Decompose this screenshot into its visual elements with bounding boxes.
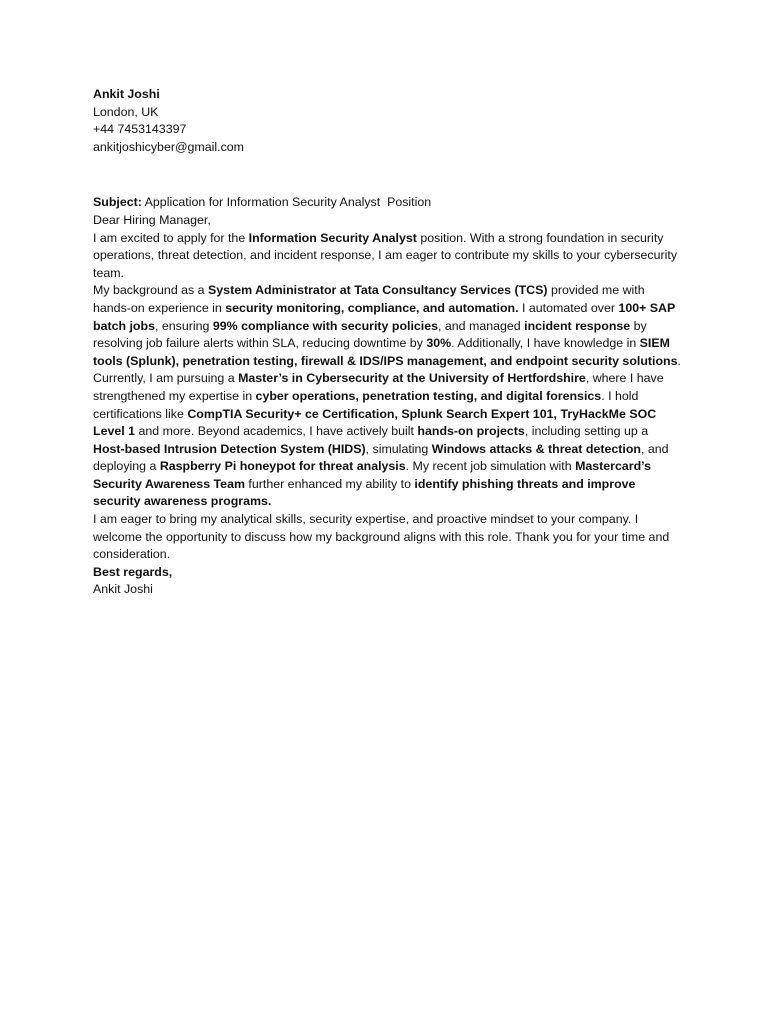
text-run: . Additionally, I have knowledge in bbox=[451, 336, 640, 351]
text-run: , simulating bbox=[365, 441, 432, 456]
bold-text-run: Raspberry Pi honeypot for threat analysis bbox=[159, 459, 406, 474]
paragraph-intro bbox=[93, 230, 683, 283]
bold-text-run: hands-on projects bbox=[417, 424, 525, 439]
text-run: . My recent job simulation with bbox=[405, 459, 576, 474]
bold-text-run: Information Security Analyst bbox=[248, 230, 421, 245]
text-run: . I hold certifications like bbox=[93, 388, 639, 421]
text-run: Currently, I am pursuing a bbox=[93, 371, 239, 386]
text-run: position. With a strong foundation in security operations, threat detection, and incident response, I am eager to contribute my skills to your cybersecurity team. bbox=[93, 230, 678, 280]
subject-line bbox=[93, 194, 683, 212]
text-run: , and deploying a bbox=[93, 441, 669, 474]
text-run: by resolving job failure alerts within SLA, reducing downtime by bbox=[93, 318, 647, 351]
sender-location: London, UK bbox=[93, 104, 159, 119]
bold-text-run: 30% bbox=[426, 336, 452, 351]
text-run: , including setting up a bbox=[524, 424, 649, 439]
sender-name: Ankit Joshi bbox=[93, 87, 160, 101]
closing-regards: Best regards, bbox=[93, 564, 173, 579]
bold-text-run: Windows attacks & threat detection bbox=[431, 441, 641, 456]
bold-text-run: cyber operations, penetration testing, and digital forensics bbox=[255, 388, 602, 403]
cover-letter-page bbox=[93, 86, 683, 599]
closing-signature: Ankit Joshi bbox=[93, 582, 153, 597]
paragraph-background bbox=[93, 282, 683, 370]
text-run: . bbox=[677, 353, 681, 368]
bold-text-run: Mastercard’s Security Awareness Team bbox=[93, 459, 652, 491]
sender-email: ankitjoshicyber@gmail.com bbox=[93, 139, 244, 154]
sender-contact-block bbox=[93, 86, 683, 156]
sender-phone: +44 7453143397 bbox=[93, 122, 187, 137]
text-run: , and managed bbox=[438, 318, 525, 333]
subject-label: Subject: bbox=[93, 195, 142, 210]
text-run: I automated over bbox=[518, 300, 619, 315]
closing-block bbox=[93, 564, 683, 599]
bold-text-run: Master’s in Cybersecurity at the University of Hertfordshire bbox=[238, 371, 586, 386]
text-run: I am excited to apply for the bbox=[93, 230, 249, 245]
text-run: , ensuring bbox=[154, 318, 213, 333]
paragraph-education bbox=[93, 370, 683, 511]
bold-text-run: 99% compliance with security policies bbox=[212, 318, 439, 333]
text-run: , where I have strengthened my expertise in bbox=[93, 371, 664, 403]
bold-text-run: System Administrator at Tata Consultancy Services (TCS) bbox=[208, 283, 548, 298]
text-run: provided me with hands-on experience in bbox=[93, 283, 645, 315]
bold-text-run: 100+ SAP batch jobs bbox=[93, 300, 676, 333]
bold-text-run: identify phishing threats and improve security awareness programs. bbox=[93, 476, 636, 509]
text-run: further enhanced my ability to bbox=[244, 476, 415, 491]
subject-text: Application for Information Security Analyst Position bbox=[141, 195, 432, 210]
text-run: My background as a bbox=[93, 283, 209, 298]
paragraph-conclusion bbox=[93, 511, 683, 564]
salutation: Dear Hiring Manager, bbox=[93, 212, 211, 227]
bold-text-run: security monitoring, compliance, and automation. bbox=[225, 300, 519, 315]
bold-text-run: SIEM tools (Splunk), penetration testing, firewall & IDS/IPS management, and endpoint security solutions bbox=[93, 336, 678, 368]
text-run: I am eager to bring my analytical skills, security expertise, and proactive mindset to your company. I welcome the opportunity to discuss how my background aligns with this role. Thank you for your time and consideration. bbox=[93, 512, 670, 562]
bold-text-run: incident response bbox=[524, 318, 631, 333]
bold-text-run: Host-based Intrusion Detection System (HIDS) bbox=[93, 441, 366, 456]
bold-text-run: CompTIA Security+ ce Certification, Splunk Search Expert 101, TryHackMe SOC Level 1 bbox=[93, 406, 657, 439]
text-run: and more. Beyond academics, I have actively built bbox=[135, 424, 418, 439]
